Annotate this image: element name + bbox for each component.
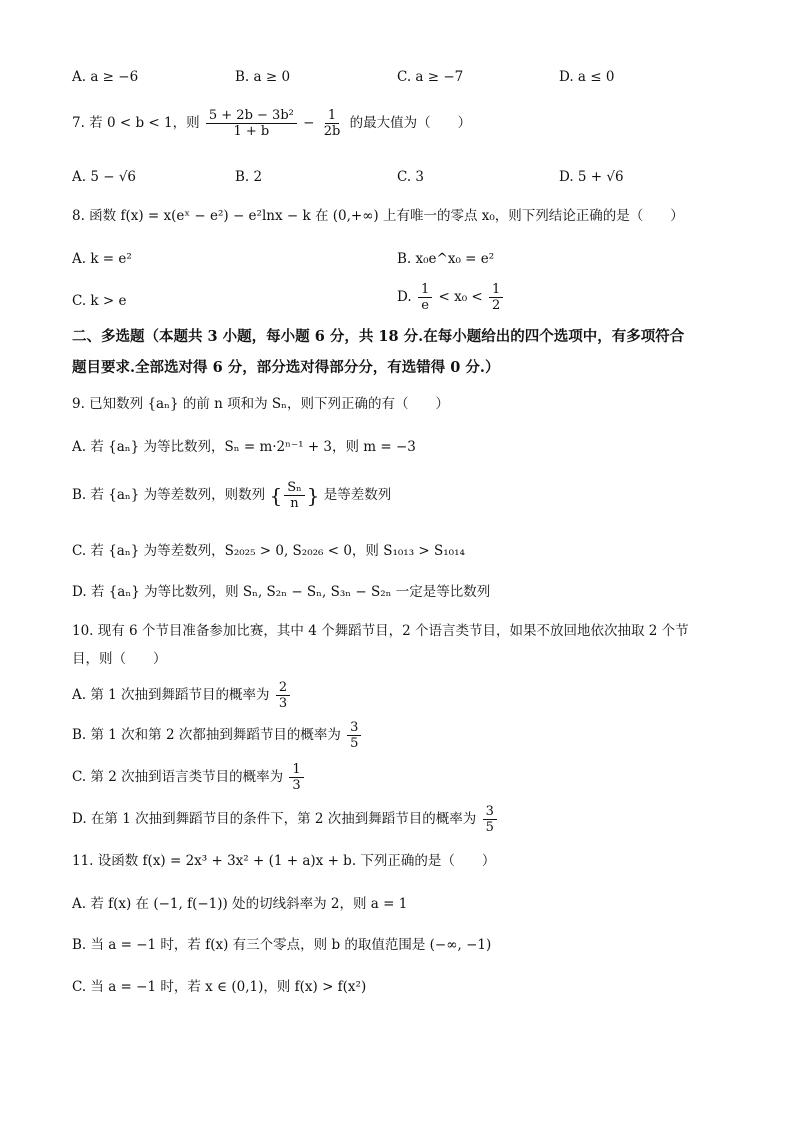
q10-c-fraction — [289, 762, 303, 793]
q10-c-num: 1 — [289, 762, 303, 778]
q10-d-num: 3 — [483, 804, 497, 820]
q8-frac-1-over-e — [418, 282, 432, 313]
q10-d-fraction — [483, 804, 497, 835]
q9-b-numerator: Sₙ — [284, 480, 305, 496]
q8-stem: 8. 函数 f(x) = x(eˣ − e²) − e²lnx − k 在 (0,+∞) 上有唯一的零点 x₀，则下列结论正确的是（ ） — [72, 208, 684, 224]
q7-fraction-1 — [206, 108, 297, 139]
q10-option-a — [72, 680, 292, 711]
q8-option-d-ineq: < x₀ < — [438, 289, 483, 305]
q7-f2-denominator: 2b — [323, 124, 341, 139]
q9-stem: 9. 已知数列 {aₙ} 的前 n 项和为 Sₙ，则下列正确的有（ ） — [72, 396, 449, 412]
q10-stem-line1: 10. 现有 6 个节目准备参加比赛，其中 4 个舞蹈节目，2 个语言类节目，如果不放回地依次抽取 2 个节 — [72, 623, 689, 639]
q7-option-c: C. 3 — [397, 169, 425, 185]
q10-option-c-text: C. 第 2 次抽到语言类节目的概率为 — [72, 769, 284, 785]
q8-option-b: B. x₀e^x₀ = e² — [397, 251, 495, 267]
q8-frac2-num: 1 — [489, 282, 503, 298]
q7-fraction-2 — [321, 108, 344, 139]
q8-frac1-den: e — [421, 298, 429, 313]
q10-b-num: 3 — [347, 720, 361, 736]
q8-frac-1-over-2 — [489, 282, 503, 313]
q10-a-fraction — [276, 680, 290, 711]
q10-b-den: 5 — [350, 736, 359, 751]
q7-stem-prefix: 7. 若 0 < b < 1，则 — [72, 115, 200, 131]
section-2-heading-line1: 二、多选题（本题共 3 小题，每小题 6 分，共 18 分.在每小题给出的四个选项中，有多项符合 — [72, 328, 685, 345]
q7-option-b: B. 2 — [235, 169, 263, 185]
q11-option-c: C. 当 a = −1 时，若 x ∈ (0,1)，则 f(x) > f(x²) — [72, 979, 367, 995]
q10-stem-line2: 目，则（ ） — [72, 651, 167, 667]
q7-f1-denominator: 1 + b — [233, 124, 270, 139]
q10-option-d — [72, 804, 499, 835]
q8-frac1-num: 1 — [418, 282, 432, 298]
q6-option-c: C. a ≥ −7 — [397, 69, 464, 85]
q6-option-d: D. a ≤ 0 — [559, 69, 615, 85]
q10-option-b-text: B. 第 1 次和第 2 次都抽到舞蹈节目的概率为 — [72, 727, 341, 743]
q9-option-b-prefix: B. 若 {aₙ} 为等差数列，则数列 — [72, 487, 266, 503]
q10-a-num: 2 — [276, 680, 290, 696]
q10-option-d-text: D. 在第 1 次抽到舞蹈节目的条件下，第 2 次抽到舞蹈节目的概率为 — [72, 811, 477, 827]
q7-stem-suffix: 的最大值为（ ） — [349, 115, 472, 131]
q10-option-b — [72, 720, 363, 751]
q8-option-d — [397, 282, 505, 313]
q9-b-denominator: n — [290, 496, 299, 511]
q7-option-d: D. 5 + √6 — [559, 169, 624, 185]
q10-b-fraction — [347, 720, 361, 751]
q7-option-a: A. 5 − √6 — [72, 169, 137, 185]
q9-option-a: A. 若 {aₙ} 为等比数列，Sₙ = m·2ⁿ⁻¹ + 3，则 m = −3 — [72, 439, 416, 455]
q9-b-fraction — [284, 480, 305, 511]
q9-option-b: B. 若 {aₙ} 为等差数列，则数列 { $\frac{\text{Sₙ}}{n}$ } 是等差数列 — [72, 480, 392, 511]
q6-option-b: B. a ≥ 0 — [235, 69, 291, 85]
q11-stem: 11. 设函数 f(x) = 2x³ + 3x² + (1 + a)x + b. 下列正确的是（ ） — [72, 853, 496, 869]
q11-option-a: A. 若 f(x) 在 (−1, f(−1)) 处的切线斜率为 2，则 a = 1 — [72, 896, 408, 912]
q8-option-a: A. k = e² — [72, 251, 132, 267]
q11-option-b: B. 当 a = −1 时，若 f(x) 有三个零点，则 b 的取值范围是 (−∞, −1) — [72, 937, 492, 953]
q9-option-d: D. 若 {aₙ} 为等比数列，则 Sₙ, S₂ₙ − Sₙ, S₃ₙ − S₂ₙ 一定是等比数列 — [72, 584, 491, 600]
q9-option-b-suffix: 是等差数列 — [323, 487, 392, 503]
q8-frac2-den: 2 — [492, 298, 501, 313]
q7-f2-numerator: 1 — [325, 108, 339, 124]
section-2-heading-line2: 题目要求.全部选对得 6 分，部分选对得部分分，有选错得 0 分.） — [72, 359, 500, 376]
q10-d-den: 5 — [485, 820, 494, 835]
q8-option-c: C. k > e — [72, 293, 127, 309]
q7-f1-numerator: 5 + 2b − 3b² — [206, 108, 297, 124]
q10-c-den: 3 — [292, 778, 301, 793]
q10-option-a-text: A. 第 1 次抽到舞蹈节目的概率为 — [72, 687, 270, 703]
q8-option-d-label: D. — [397, 289, 412, 305]
q7-stem: 7. 若 0 < b < 1，则 $\frac{\text{5 + 2b − 3b²}}{1 + b}$ − $\frac{1}{2b}$ 的最大值为（ ） — [72, 108, 472, 139]
q6-option-a: A. a ≥ −6 — [72, 69, 139, 85]
q10-a-den: 3 — [278, 696, 288, 711]
q10-option-c — [72, 762, 306, 793]
q9-option-c: C. 若 {aₙ} 为等差数列，S₂₀₂₅ > 0, S₂₀₂₆ < 0，则 S₁₀₁₃ > S₁₀₁₄ — [72, 543, 465, 559]
